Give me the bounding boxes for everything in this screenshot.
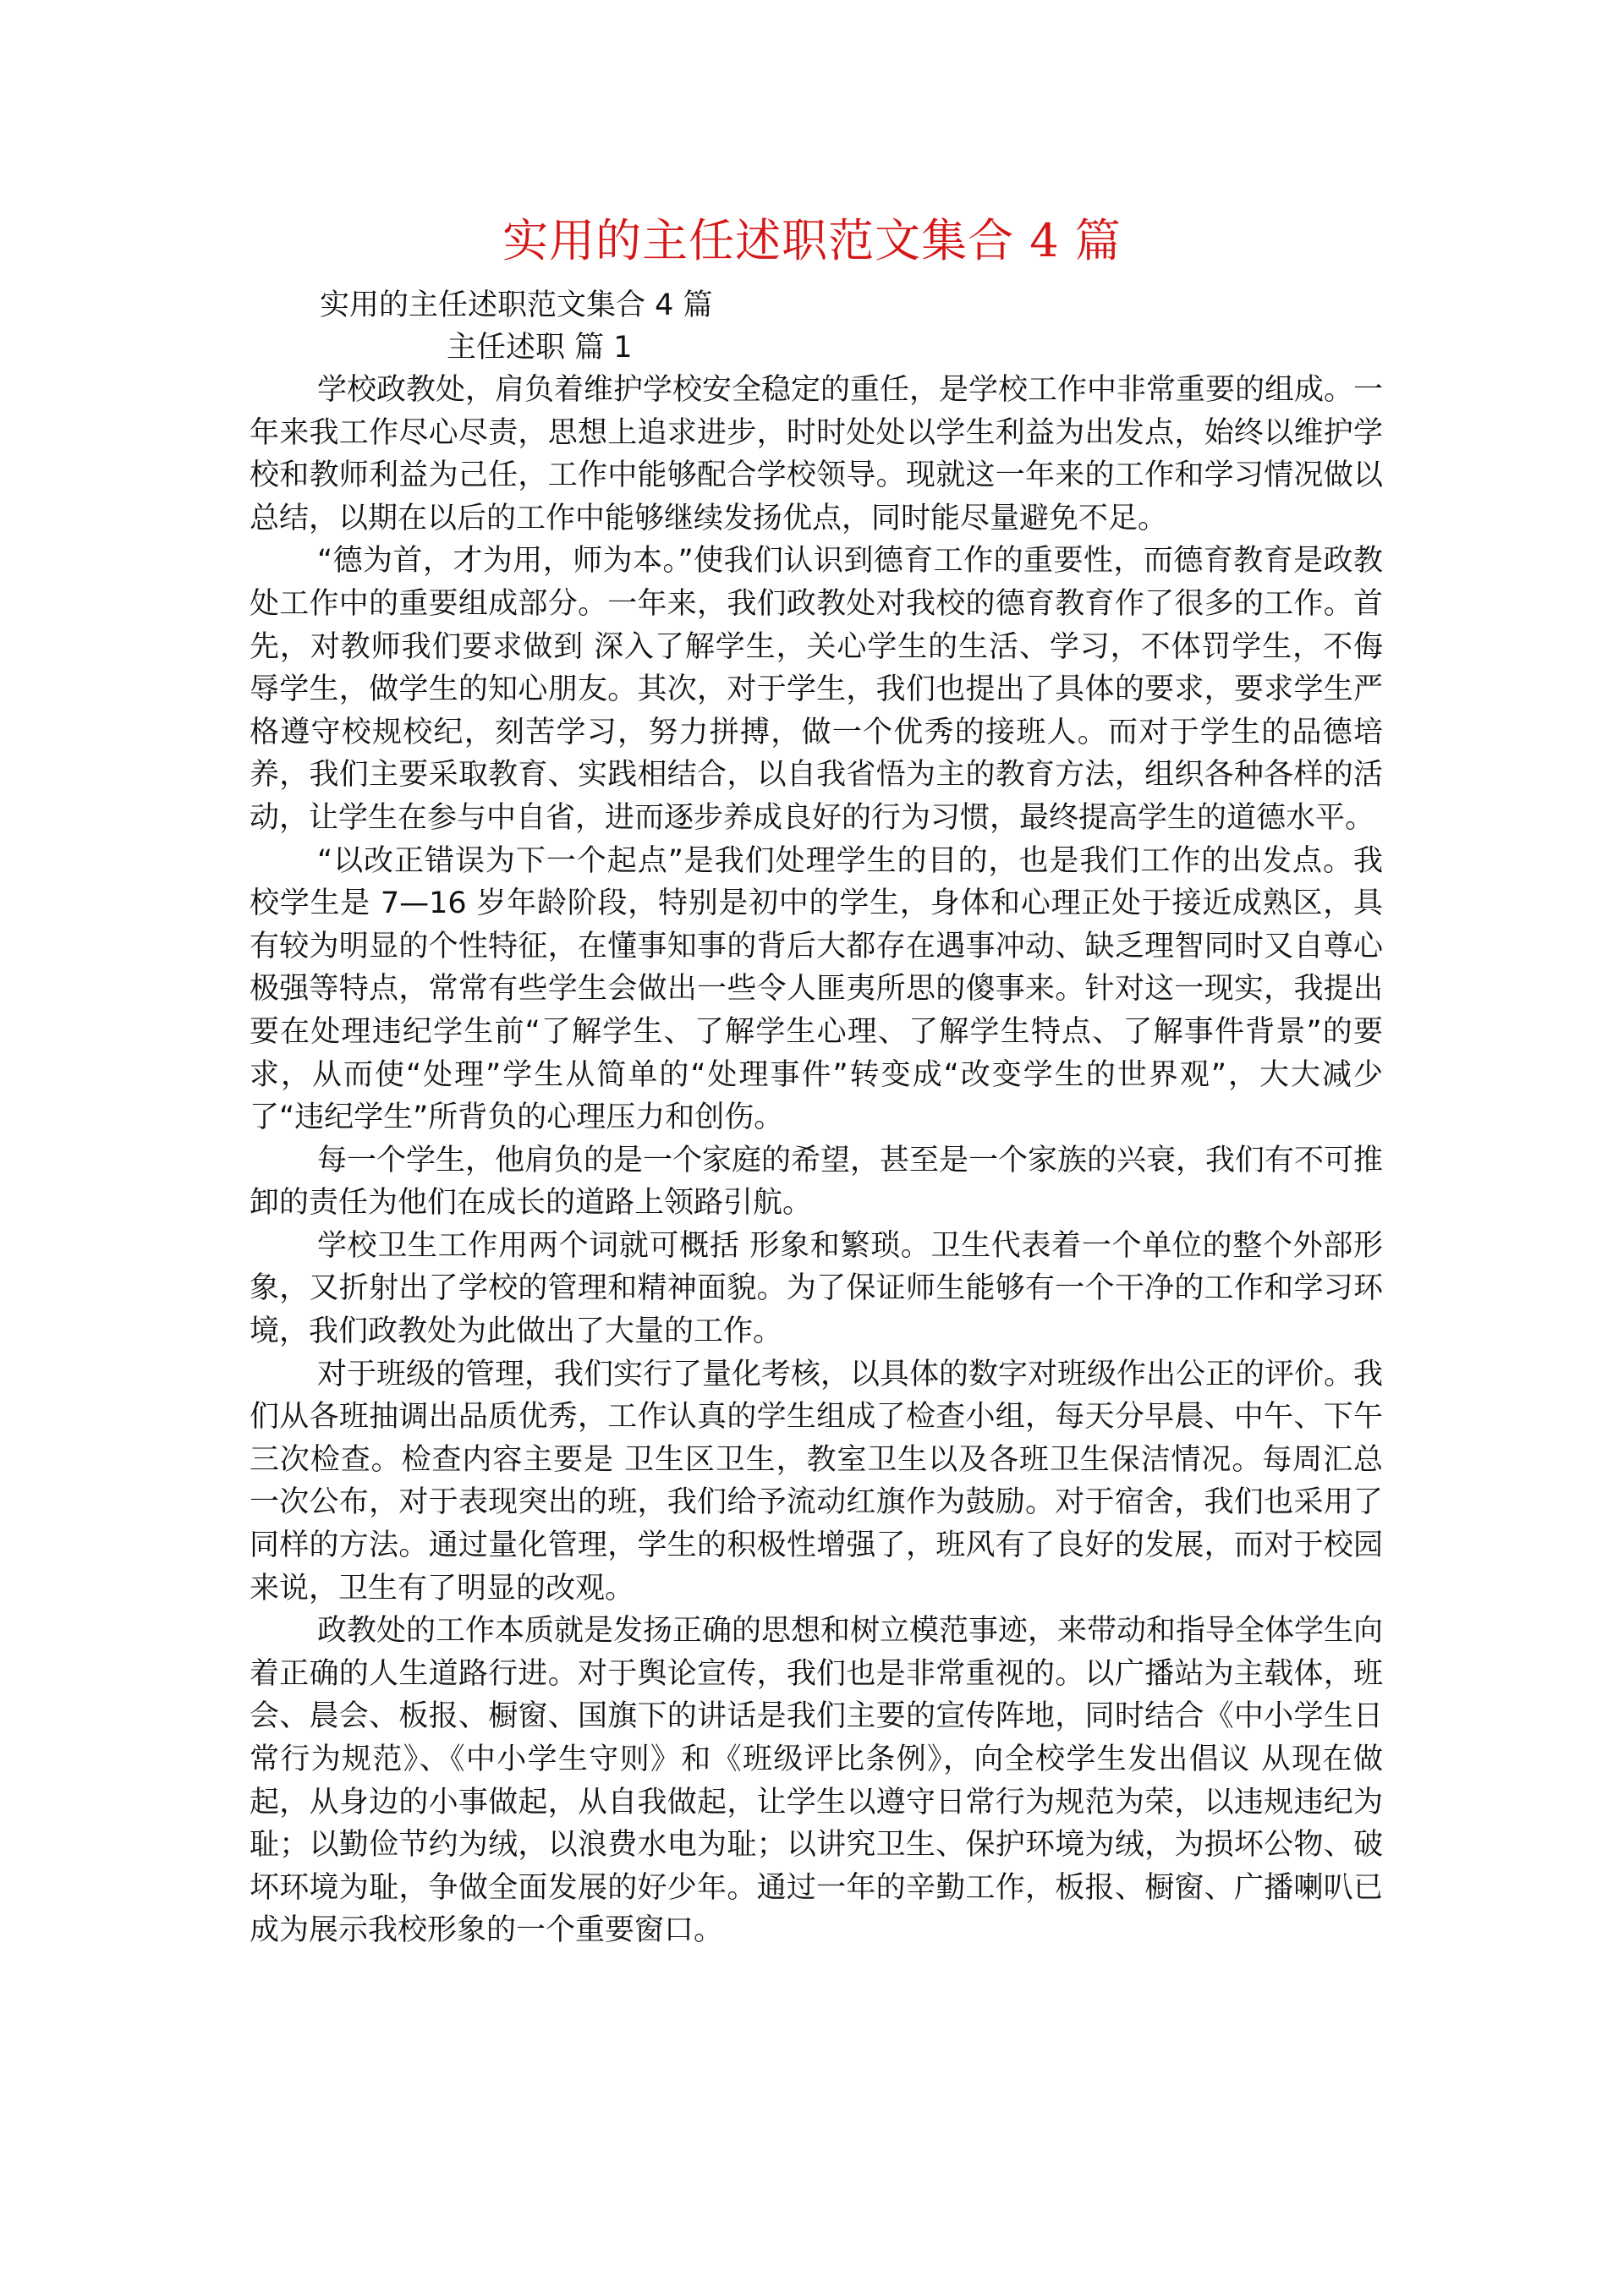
document-subtitle: 实用的主任述职范文集合 4 篇 <box>320 288 713 322</box>
paragraph: 政教处的工作本质就是发扬正确的思想和树立模范事迹，来带动和指导全体学生向着正确的人生道路行进。对于舆论宣传，我们也是非常重视的。以广播站为主载体，班会、晨会、板报、橱窗、国旗下的讲话是我们主要的宣传阵地，同时结合《中小学生日常行为规范》、《中小学生守则》和《班级评比条例》，向全校学生发出倡议 从现在做起，从身边的小事做起，从自我做起，让学生以遵守日常行为规范为荣，以违规违纪为耻；以勤俭节约为绒，以浪费水电为耻；以讲究卫生、保护环境为绒，为损坏公物、破坏环境为耻，争做全面发展的好少年。通过一年的辛勤工作，板报、橱窗、广播喇叭已成为展示我校形象的一个重要窗口。 <box>250 1614 1384 1948</box>
paragraph: 学校政教处，肩负着维护学校安全稳定的重任，是学校工作中非常重要的组成。一年来我工作尽心尽责，思想上追求进步，时时处处以学生利益为出发点，始终以维护学校和教师利益为己任，工作中能够配合学校领导。现就这一年来的工作和学习情况做以总结，以期在以后的工作中能够继续发扬优点，同时能尽量避免不足。 <box>250 373 1384 535</box>
section-heading: 主任述职 篇 1 <box>447 331 633 365</box>
paragraph: 学校卫生工作用两个词就可概括 形象和繁琐。卫生代表着一个单位的整个外部形象，又折射出了学校的管理和精神面貌。为了保证师生能够有一个干净的工作和学习环境，我们政教处为此做出了大量的工作。 <box>250 1228 1383 1349</box>
paragraph: “以改正错误为下一个起点”是我们处理学生的目的，也是我们工作的出发点。我校学生是 7—16 岁年龄阶段，特别是初中的学生，身体和心理正处于接近成熟区，具有较为明显的个性特征，在懂事知事的背后大都存在遇事冲动、缺乏理智同时又自尊心极强等特点，常常有些学生会做出一些令人匪夷所思的傻事来。针对这一现实，我提出要在处理违纪学生前“了解学生、了解学生心理、了解学生特点、了解事件背景”的要求，从而使“处理”学生从简单的“处理事件”转变成“改变学生的世界观”，大大减少了“违纪学生”所背负的心理压力和创伤。 <box>250 843 1383 1135</box>
document-body <box>250 369 1383 1952</box>
paragraph: 对于班级的管理，我们实行了量化考核，以具体的数字对班级作出公正的评价。我们从各班抽调出品质优秀，工作认真的学生组成了检查小组，每天分早晨、中午、下午三次检查。检查内容主要是 卫生区卫生，教室卫生以及各班卫生保洁情况。每周汇总一次公布，对于表现突出的班，我们给予流动红旗作为鼓励。对于宿舍，我们也采用了同样的方法。通过量化管理，学生的积极性增强了，班风有了良好的发展，而对于校园来说，卫生有了明显的改观。 <box>250 1357 1384 1605</box>
paragraph: “德为首，才为用，师为本。”使我们认识到德育工作的重要性，而德育教育是政教处工作中的重要组成部分。一年来，我们政教处对我校的德育教育作了很多的工作。首先，对教师我们要求做到 深入了解学生，关心学生的生活、学习，不体罚学生，不侮辱学生，做学生的知心朋友。其次，对于学生，我们也提出了具体的要求，要求学生严格遵守校规校纪，刻苦学习，努力拼搏，做一个优秀的接班人。而对于学生的品德培养，我们主要采取教育、实践相结合，以自我省悟为主的教育方法，组织各种各样的活动，让学生在参与中自省，进而逐步养成良好的行为习惯，最终提高学生的道德水平。 <box>250 544 1383 835</box>
paragraph: 每一个学生，他肩负的是一个家庭的希望，甚至是一个家族的兴衰，我们有不可推卸的责任为他们在成长的道路上领路引航。 <box>250 1143 1384 1221</box>
document-title: 实用的主任述职范文集合 4 篇 <box>502 214 1122 267</box>
